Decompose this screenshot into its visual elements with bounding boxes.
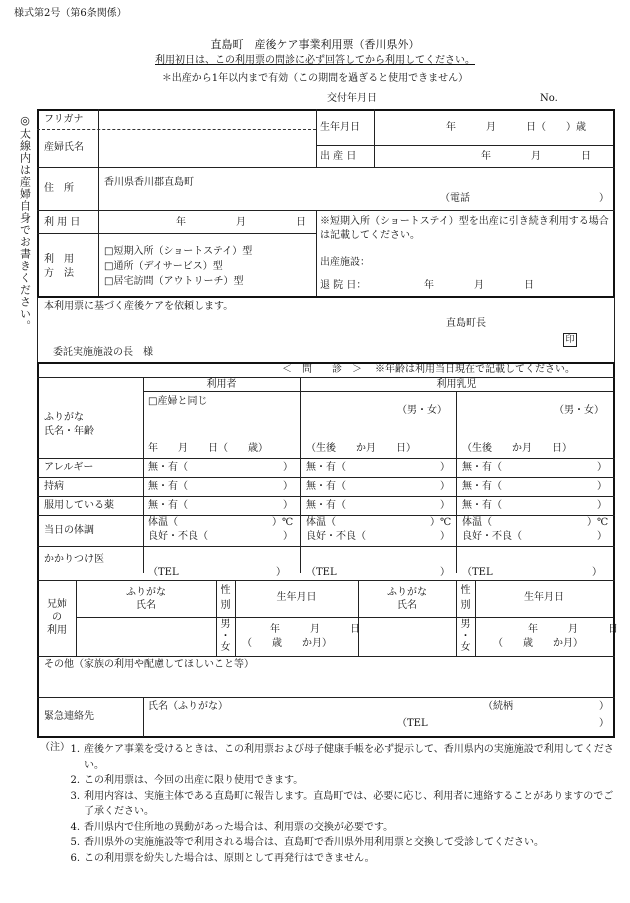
close-paren: ） [440, 500, 450, 511]
address-value[interactable]: 香川県香川郡直島町 [104, 177, 194, 188]
infant2-doctor-tel[interactable]: （TEL [462, 567, 493, 578]
notes-list [40, 742, 615, 866]
user-allergy[interactable]: 無・有（ [148, 462, 188, 473]
user-doctor-tel[interactable]: （TEL [148, 567, 179, 578]
sib2-birth-field[interactable]: 年 月 日 [528, 624, 618, 635]
discharge-date-label: 退 院 日： [320, 280, 367, 291]
sib1-birth-header: 生年月日 [276, 592, 317, 603]
medicine-label: 服用している薬 [44, 500, 114, 511]
note-item: 4. 香川県内で住所地の異動があった場合は、利用票の交換が必要です。 [70, 821, 394, 833]
validity-note: ＊出産から1年以内まで有効（この期間を過ぎると使用できません） [161, 73, 469, 84]
form-number: 様式第2号（第6条関係） [14, 8, 127, 19]
close-paren: ） [283, 500, 293, 511]
phone-close: ） [599, 193, 609, 204]
close-paren: ） [440, 462, 450, 473]
first-use-instruction: 利用初日は、この利用票の問診に必ず回答してから利用してください。 [155, 55, 475, 66]
sib1-age-field[interactable]: （ 歳 か月） [242, 638, 332, 649]
col-user-header: 利用者 [206, 379, 237, 390]
user-condition[interactable]: 良好・不良（ [148, 531, 208, 542]
use-date-label: 利 用 日 [44, 217, 81, 228]
other-notes-label[interactable]: その他（家族の利用や配慮してほしいこと等） [44, 659, 254, 670]
birth-date-field[interactable]: 年 月 日（ ）歳 [446, 122, 586, 133]
close-paren: ） [599, 701, 609, 712]
applicant-left-border [37, 109, 39, 298]
phone-label: （電話 [440, 193, 470, 204]
user-age-field[interactable]: 年 月 日（ 歳） [148, 443, 268, 454]
delivery-date-label: 出 産 日 [320, 151, 357, 162]
sib2-sex-field[interactable]: 男 ・ 女 [460, 619, 471, 653]
sib1-sex-field[interactable]: 男 ・ 女 [220, 619, 231, 653]
user-temperature[interactable]: 体温（ [148, 517, 178, 528]
close-paren: ） [597, 481, 607, 492]
close-paren: ） [597, 531, 607, 542]
infant1-chronic[interactable]: 無・有（ [306, 481, 346, 492]
sib1-sex-header: 性 別 [220, 585, 231, 611]
close-paren: ） [599, 718, 609, 729]
number-label: No. [540, 93, 558, 104]
method-option-outreach[interactable]: □居宅訪問（アウトリーチ）型 [104, 276, 244, 287]
temp-unit: ）℃ [430, 517, 452, 528]
infant2-allergy[interactable]: 無・有（ [462, 462, 502, 473]
birth-date-label: 生年月日 [320, 122, 360, 133]
emergency-contact-label: 緊急連絡先 [44, 711, 94, 722]
user-medicine[interactable]: 無・有（ [148, 500, 188, 511]
close-paren: ） [597, 500, 607, 511]
name-age-label: ふりがな 氏名・年齢 [44, 412, 94, 437]
chronic-label: 持病 [44, 481, 64, 492]
infant2-age[interactable]: （生後 か月 日） [462, 443, 572, 454]
emergency-name-field[interactable]: 氏名（ふりがな） [148, 701, 228, 712]
shortstay-note: ※短期入所（ショートステイ）型を出産に引き続き利用する場合は記載してください。 [320, 216, 609, 241]
note-item: 1. 産後ケア事業を受けるときは、この利用票および母子健康手帳を必ず提示して、香川県内の実施施設で利用してください。 [70, 744, 614, 771]
close-paren: ） [440, 481, 450, 492]
infant2-condition[interactable]: 良好・不良（ [462, 531, 522, 542]
same-as-mother-checkbox[interactable]: □産婦と同じ [148, 396, 208, 407]
infant1-doctor-tel[interactable]: （TEL [306, 567, 337, 578]
col-infant-header: 利用乳児 [436, 379, 477, 390]
note-item: 5. 香川県外の実施施設等で利用される場合は、直島町で香川県外用利用票と交換して受診してください。 [70, 837, 544, 848]
page-title: 直島町 産後ケア事業利用票（香川県外） [210, 38, 420, 51]
close-paren: ） [283, 462, 293, 473]
side-note: ◎太線内は産婦自身でお書きください。 [18, 114, 32, 332]
infant2-chronic[interactable]: 無・有（ [462, 481, 502, 492]
allergy-label: アレルギー [44, 462, 94, 473]
siblings-label: 兄姉 の 利用 [47, 599, 67, 636]
close-paren: ） [283, 481, 293, 492]
applicant-top-border [37, 109, 615, 111]
mayor-label: 直島町長 [446, 318, 486, 329]
seal-mark: 印 [563, 333, 577, 347]
close-paren: ） [283, 531, 293, 542]
notes-prefix: （注） [40, 742, 70, 753]
discharge-date-field[interactable]: 年 月 日 [424, 280, 534, 291]
user-chronic[interactable]: 無・有（ [148, 481, 188, 492]
applicant-bottom-border [37, 296, 615, 298]
sib1-name-header: ふりがな 氏名 [126, 587, 166, 611]
sib2-name-header: ふりがな 氏名 [387, 587, 427, 611]
issue-date-label: 交付年月日 [327, 93, 377, 104]
use-date-field[interactable]: 年 月 日 [176, 217, 306, 228]
infant1-medicine[interactable]: 無・有（ [306, 500, 346, 511]
infant2-temperature[interactable]: 体温（ [462, 517, 492, 528]
mother-name-label: 産婦氏名 [44, 142, 84, 153]
close-paren: ） [597, 462, 607, 473]
method-option-shortstay[interactable]: □短期入所（ショートステイ）型 [104, 246, 253, 257]
doctor-label: かかりつけ医 [44, 554, 104, 565]
emergency-relation-field[interactable]: （続柄 [483, 701, 513, 712]
infant1-sex[interactable]: （男・女） [397, 405, 447, 416]
temp-unit: ）℃ [587, 517, 609, 528]
note-item: 6. この利用票を紛失した場合は、原則として再発行はできません。 [70, 852, 375, 864]
sib2-age-field[interactable]: （ 歳 か月） [493, 638, 583, 649]
note-item: 3. 利用内容は、実施主体である直島町に報告します。直島町では、必要に応じ、利用者に連絡することがありますのでご了承ください。 [70, 790, 614, 817]
interview-header: ＜ 問 診 ＞ [282, 364, 362, 375]
close-paren: ） [592, 567, 602, 578]
temp-unit: ）℃ [272, 517, 294, 528]
infant1-condition[interactable]: 良好・不良（ [306, 531, 366, 542]
infant2-medicine[interactable]: 無・有（ [462, 500, 502, 511]
emergency-tel-field[interactable]: （TEL [397, 718, 428, 729]
note-item: 2. この利用票は、今回の出産に限り使用できます。 [70, 775, 304, 786]
close-paren: ） [276, 567, 286, 578]
sib1-birth-field[interactable]: 年 月 日 [270, 624, 360, 635]
sib2-birth-header: 生年月日 [524, 592, 564, 603]
method-option-daycare[interactable]: □通所（デイサービス）型 [104, 261, 223, 272]
address-label: 住 所 [44, 183, 74, 194]
applicant-right-border [613, 109, 615, 298]
infant1-temperature[interactable]: 体温（ [306, 517, 336, 528]
delivery-date-field[interactable]: 年 月 日 [481, 151, 591, 162]
condition-label: 当日の体調 [44, 525, 94, 536]
infant1-allergy[interactable]: 無・有（ [306, 462, 346, 473]
birth-facility-label: 出産施設： [320, 257, 370, 268]
sib2-sex-header: 性 別 [460, 585, 471, 611]
addressee: 委託実施施設の長 様 [53, 347, 153, 358]
close-paren: ） [440, 567, 450, 578]
infant1-age[interactable]: （生後 か月 日） [306, 443, 416, 454]
close-paren: ） [440, 531, 450, 542]
furigana-label: フリガナ [44, 114, 84, 125]
request-text: 本利用票に基づく産後ケアを依頼します。 [44, 301, 234, 312]
use-method-label: 利 用 方 法 [44, 254, 74, 279]
interview-age-note: ※年齢は利用当日現在で記載してください。 [375, 364, 575, 375]
infant2-sex[interactable]: （男・女） [554, 405, 604, 416]
